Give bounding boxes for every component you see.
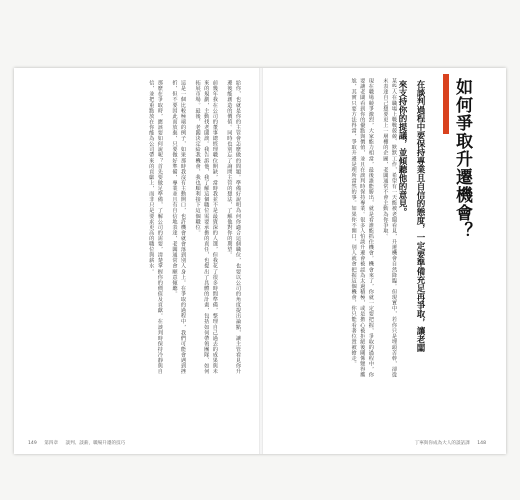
running-title: 丁寧與你成為大人的談話課	[414, 441, 470, 446]
right-page-footer	[415, 440, 492, 446]
paragraph: 某些人在職場上戰戰兢兢、默默工作，希望有一天能被老闆看見，升遷機會自然降臨。但現實中，若你只是埋頭苦幹，卻從未表達自己想要更上一層樓的企圖，老闆通常不會主動為你爭取。	[382, 78, 397, 378]
subtitle-line: 在談判過程中要保持專業且自信的態度，一定要準備充足再爭取，讓老闆	[415, 80, 425, 352]
book-gutter	[259, 68, 263, 454]
book-spread	[14, 68, 506, 454]
chapter-label: 第四章	[44, 441, 59, 446]
running-title: 談判、談薪，職場升遷的技巧	[65, 441, 126, 446]
paragraph: 那麼在爭取時，應該要如何說呢？首先要做足準備，了解公司的需要，清楚掌握你的價值及貢獻。在談判時保持冷靜與自信，並把重點放在你能為公司帶來的貢獻上，而非只是要求更高的職位與薪水。	[148, 80, 163, 375]
paragraph: 現在職場競爭激烈，大家能力相當，最後誰能勝出，就是看誰能抓住機會。機會來了，你就一定要把握，爭取的過程中，你要讓老闆看到你的優點與價值，並且在談判時保持專業。很多人怕談升遷會被認為太過積極，或是擔心被拒絕後關係變得尷尬，其實只要方法得當，爭取升遷是理所當然的事。如果你不開口，別人就會把握這個機會，你只能看著位置被搶走。	[350, 78, 374, 378]
subtitle-line: 來支持你的提議，並傾聽他的意見。	[397, 80, 407, 216]
paragraph: 這是一個比較極端的例子，如果那時我沒有主動開口，也許機會就會落到別人身上。在爭取的過程中，我們可能會遇到挫折，但不要因此而放棄，只要做好準備，專業並且有自信地表達，老闆通常會願意傾聽。	[171, 80, 187, 375]
chapter-title: 如何爭取升遷機會？	[452, 78, 472, 240]
page-number: 149	[28, 441, 37, 446]
title-accent-bar	[443, 74, 449, 134]
left-page-footer	[28, 440, 131, 446]
paragraph: 給你，也就是你的主管會怎麼做的問題。準備好說明為何你適合這個職位，也要以公司的角度提出論點，讓主管看見你升遷後能創造的價值。同時也別忘了詢問主管的想法，了解他對你的期望。	[226, 80, 241, 375]
right-page-body	[343, 78, 398, 378]
paragraph: 前幾年我在公司的董事總經理職位開缺，當時我並不是最資深的人選，但我花了很多時間準備，整理自己過去的成果與未來的規劃，主動找老闆談。我告訴他，我了解這個職位需要承擔的責任，也提出了具體的計畫，包括如何帶領團隊、如何拓展市場。最後，老闆決定給我機會，我也順利接下這個職位。	[194, 80, 218, 375]
left-page-body	[141, 80, 242, 378]
page-number: 148	[477, 441, 486, 446]
